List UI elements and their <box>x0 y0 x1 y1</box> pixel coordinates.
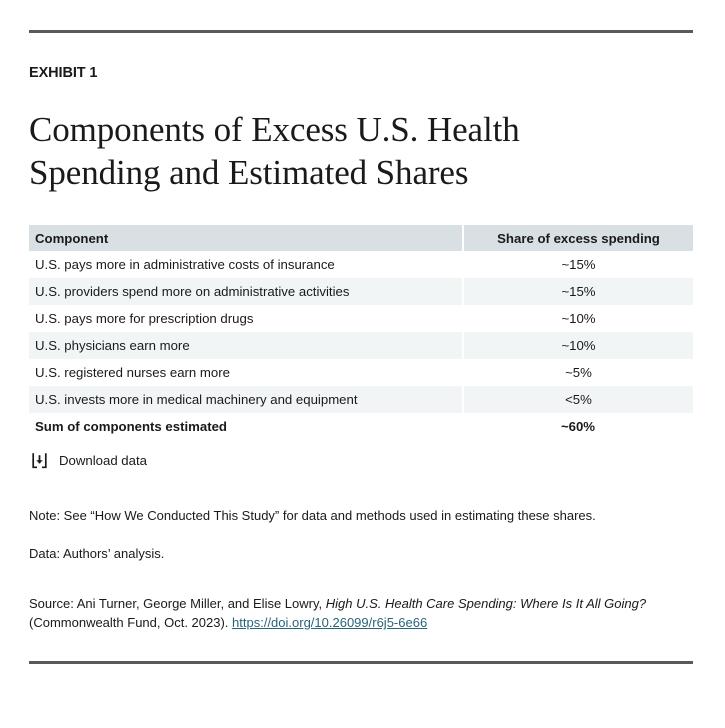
table-total-row <box>29 413 693 440</box>
download-data-button[interactable] <box>31 452 147 469</box>
cell-total-share: ~60% <box>463 413 693 440</box>
source-report-title: High U.S. Health Care Spending: Where Is It All Going? <box>325 596 647 611</box>
spending-components-table <box>29 225 693 440</box>
cell-component: U.S. pays more in administrative costs of insurance <box>29 251 463 278</box>
bottom-divider-rule <box>29 661 693 664</box>
cell-share: ~10% <box>463 305 693 332</box>
cell-component: U.S. physicians earn more <box>29 332 463 359</box>
cell-share: ~15% <box>463 251 693 278</box>
table-header-row <box>29 225 693 251</box>
cell-share: ~5% <box>463 359 693 386</box>
cell-total-label: Sum of components estimated <box>29 413 463 440</box>
download-data-label: Download data <box>59 453 147 468</box>
table-body <box>29 251 693 440</box>
cell-component: U.S. pays more for prescription drugs <box>29 305 463 332</box>
cell-share: ~15% <box>463 278 693 305</box>
top-divider-rule <box>29 30 693 33</box>
table-row <box>29 278 693 305</box>
exhibit-label: EXHIBIT 1 <box>29 65 98 81</box>
table-row <box>29 386 693 413</box>
page-title: Components of Excess U.S. Health Spending and Estimated Shares <box>29 110 520 192</box>
source-middle: (Commonwealth Fund, Oct. 2023). <box>29 615 233 630</box>
table-row <box>29 305 693 332</box>
note-data-source: Data: Authors’ analysis. <box>29 546 165 561</box>
table-row <box>29 359 693 386</box>
column-header-component: Component <box>29 225 463 251</box>
download-icon <box>31 452 48 469</box>
cell-component: U.S. registered nurses earn more <box>29 359 463 386</box>
cell-share: <5% <box>463 386 693 413</box>
note-methods: Note: See “How We Conducted This Study” for data and methods used in estimating these shares. <box>29 508 596 523</box>
cell-share: ~10% <box>463 332 693 359</box>
source-citation <box>29 594 669 632</box>
table-row <box>29 251 693 278</box>
table-header <box>29 225 693 251</box>
source-doi-link[interactable]: https://doi.org/10.26099/r6j5-6e66 <box>232 615 428 630</box>
column-header-share: Share of excess spending <box>463 225 693 251</box>
exhibit-content <box>29 64 693 632</box>
table-row <box>29 332 693 359</box>
cell-component: U.S. invests more in medical machinery and equipment <box>29 386 463 413</box>
source-prefix: Source: Ani Turner, George Miller, and Elise Lowry, <box>29 596 326 611</box>
cell-component: U.S. providers spend more on administrative activities <box>29 278 463 305</box>
